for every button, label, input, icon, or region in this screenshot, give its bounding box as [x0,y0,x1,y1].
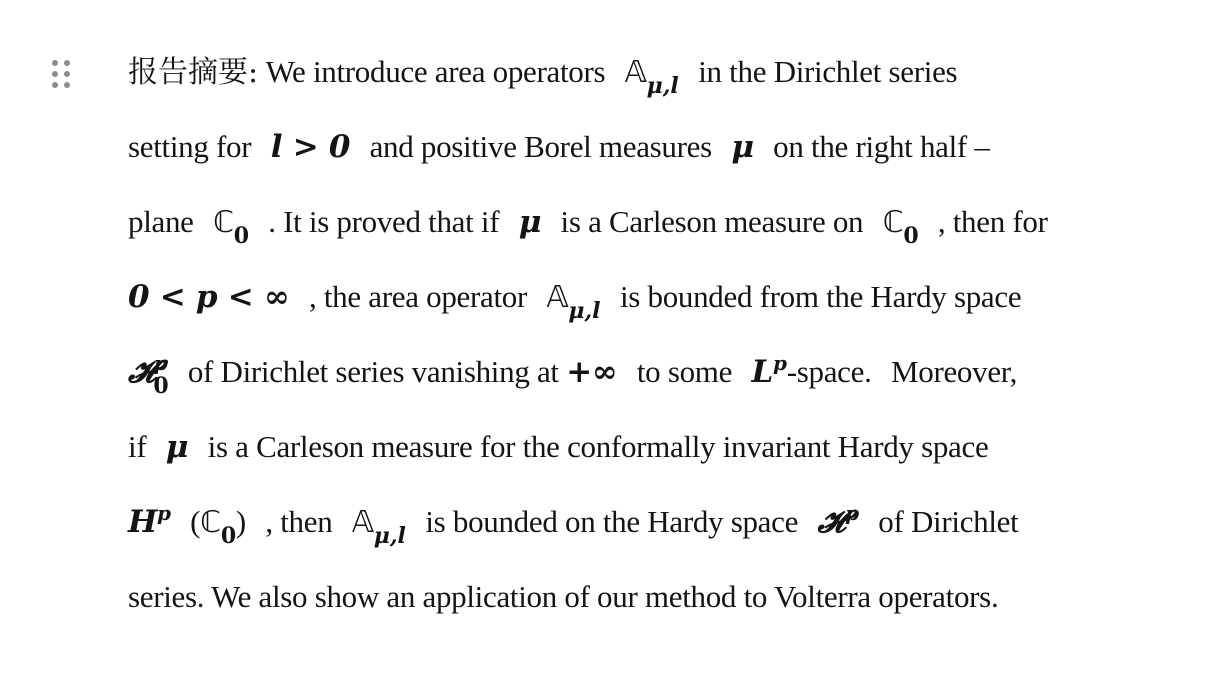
math-A-sub: μ,l [373,523,406,549]
text: plane [128,204,194,239]
math-C: ℂ [882,205,904,240]
math-H-sup: p [845,501,859,525]
math-p-range: 0 < p < ∞ [128,279,290,315]
text: of Dirichlet [878,504,1019,539]
math-H-script: 𝓗 [817,504,846,540]
math-H-sup: p [157,501,171,525]
line-2 [128,109,1138,184]
math-A: 𝔸 [351,505,374,540]
text: is a Carleson measure for the conformally invariant Hardy space [207,429,989,464]
math-C: ℂ [200,505,221,540]
abstract-paragraph[interactable] [128,34,1138,634]
text: is bounded from the Hardy space [619,279,1022,314]
abstract-label: 报告摘要: [128,55,259,90]
math-A-sub: μ,l [568,298,601,324]
text: and positive Borel measures [369,129,712,164]
math-L: L [751,354,774,390]
math-paren: ) [235,504,246,539]
math-plus-inf: +∞ [566,354,618,390]
text: . It is proved that if [268,204,500,239]
line-8 [128,559,1138,634]
math-l-gt-0: l > 0 [270,129,351,165]
math-C-sub: 0 [220,523,236,549]
line-5 [128,334,1138,409]
line-3 [128,184,1138,259]
math-paren: ( [190,504,201,539]
text: , then for [937,204,1048,239]
math-C-sub: 0 [903,223,919,249]
text: of Dirichlet series vanishing at [187,354,559,389]
drag-dot [52,71,58,77]
math-H-sub: 0 [153,373,169,399]
text: setting for [128,129,252,164]
line-6 [128,409,1138,484]
drag-dot [52,60,58,66]
math-C: ℂ [213,205,234,240]
line-4 [128,259,1138,334]
text: is a Carleson measure on [560,204,864,239]
math-H-script: 𝓗 [128,354,156,390]
math-H-sup: p [153,351,168,375]
math-L-sup: p [773,351,787,375]
text: if [128,429,147,464]
drag-handle-icon[interactable] [52,60,72,88]
math-A: 𝔸 [624,55,647,90]
math-A-sub: μ,l [646,73,679,99]
text: Moreover, [890,354,1018,389]
math-C-sub: 0 [233,223,249,249]
math-mu: μ [731,129,754,165]
drag-dot [64,82,70,88]
math-A: 𝔸 [546,280,569,315]
text: We introduce area operators [265,54,606,89]
text: is bounded on the Hardy space [425,504,799,539]
text: series. We also show an application of our method to Volterra operators. [128,579,999,614]
drag-dot [64,60,70,66]
drag-dot [64,71,70,77]
drag-dot [52,82,58,88]
line-7 [128,484,1138,559]
line-1 [128,34,1138,109]
text: , then [265,504,333,539]
text: , the area operator [308,279,528,314]
math-mu: μ [518,204,542,240]
math-H: H [128,504,157,540]
text: in the Dirichlet series [698,54,958,89]
text: to some [636,354,733,389]
text: -space. [786,354,872,389]
text: on the right half – [773,129,990,164]
math-mu: μ [165,429,189,465]
